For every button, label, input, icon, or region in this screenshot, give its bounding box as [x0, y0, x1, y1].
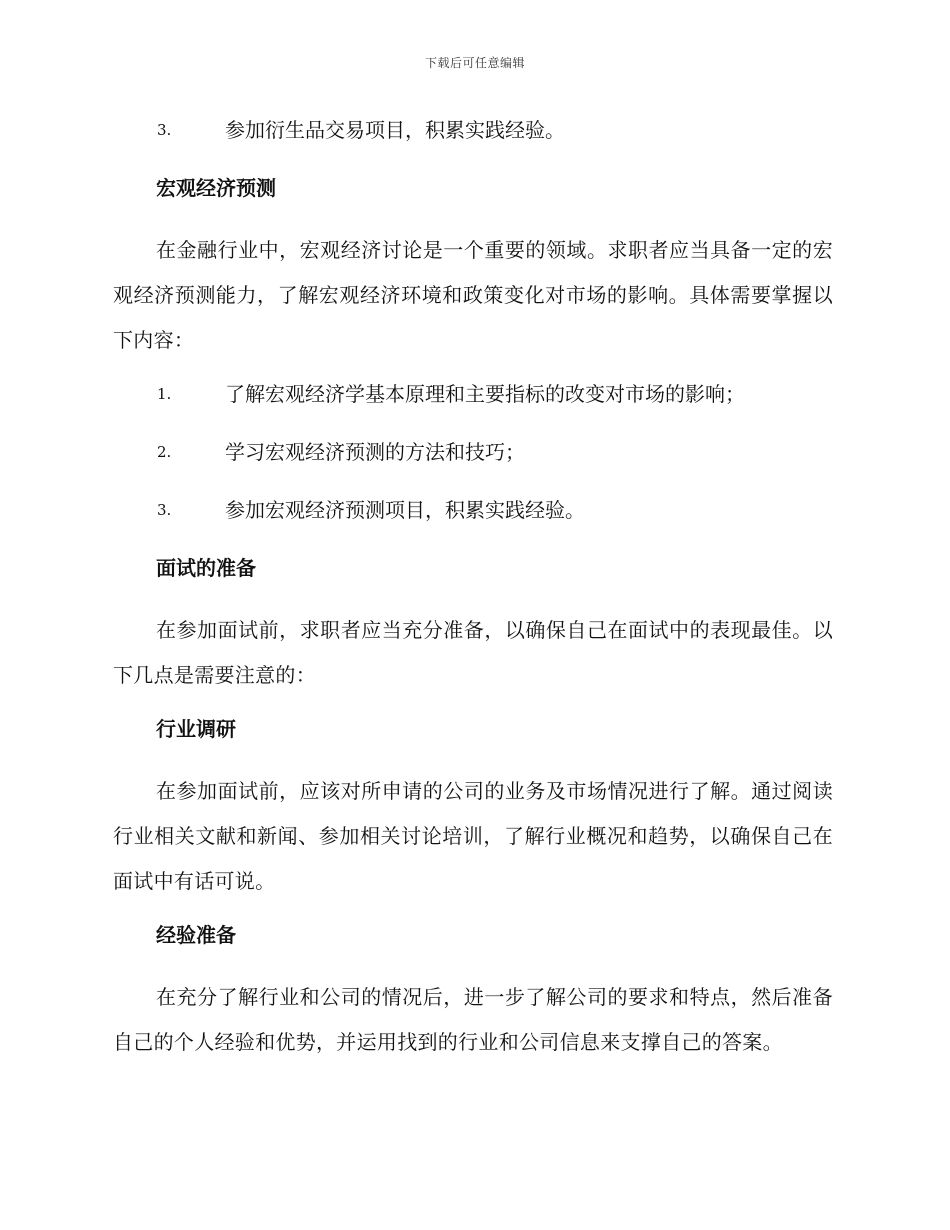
list-number: 1. [157, 385, 172, 403]
list-number: 2. [157, 443, 172, 461]
paragraph-macro: 在金融行业中，宏观经济讨论是一个重要的领域。求职者应当具备一定的宏观经济预测能力，了解宏观经济环境和政策变化对市场的影响。具体需要掌握以下内容： [113, 238, 833, 352]
page-header: 下载后可任意编辑 [424, 56, 525, 70]
list-item [113, 376, 833, 412]
list-number: 3. [157, 121, 172, 139]
section-heading-interview: 面试的准备 [156, 556, 256, 580]
list-item [113, 492, 833, 528]
list-text: 学习宏观经济预测的方法和技巧； [225, 440, 525, 464]
list-text: 了解宏观经济学基本原理和主要指标的改变对市场的影响； [225, 382, 745, 406]
section-heading-research: 行业调研 [156, 717, 236, 741]
section-heading-macro: 宏观经济预测 [156, 176, 276, 200]
paragraph-interview: 在参加面试前，求职者应当充分准备，以确保自己在面试中的表现最佳。以下几点是需要注意的： [113, 618, 833, 687]
section-heading-experience: 经验准备 [156, 923, 236, 947]
paragraph-experience: 在充分了解行业和公司的情况后，进一步了解公司的要求和特点，然后准备自己的个人经验和优势，并运用找到的行业和公司信息来支撑自己的答案。 [113, 985, 833, 1054]
list-text: 参加宏观经济预测项目，积累实践经验。 [225, 498, 585, 522]
list-item [113, 112, 833, 148]
list-number: 3. [157, 501, 172, 519]
list-text: 参加衍生品交易项目，积累实践经验。 [225, 118, 565, 142]
document-body [113, 112, 833, 1078]
list-item [113, 434, 833, 470]
paragraph-research: 在参加面试前，应该对所申请的公司的业务及市场情况进行了解。通过阅读行业相关文献和新闻、参加相关讨论培训，了解行业概况和趋势，以确保自己在面试中有话可说。 [113, 779, 833, 893]
